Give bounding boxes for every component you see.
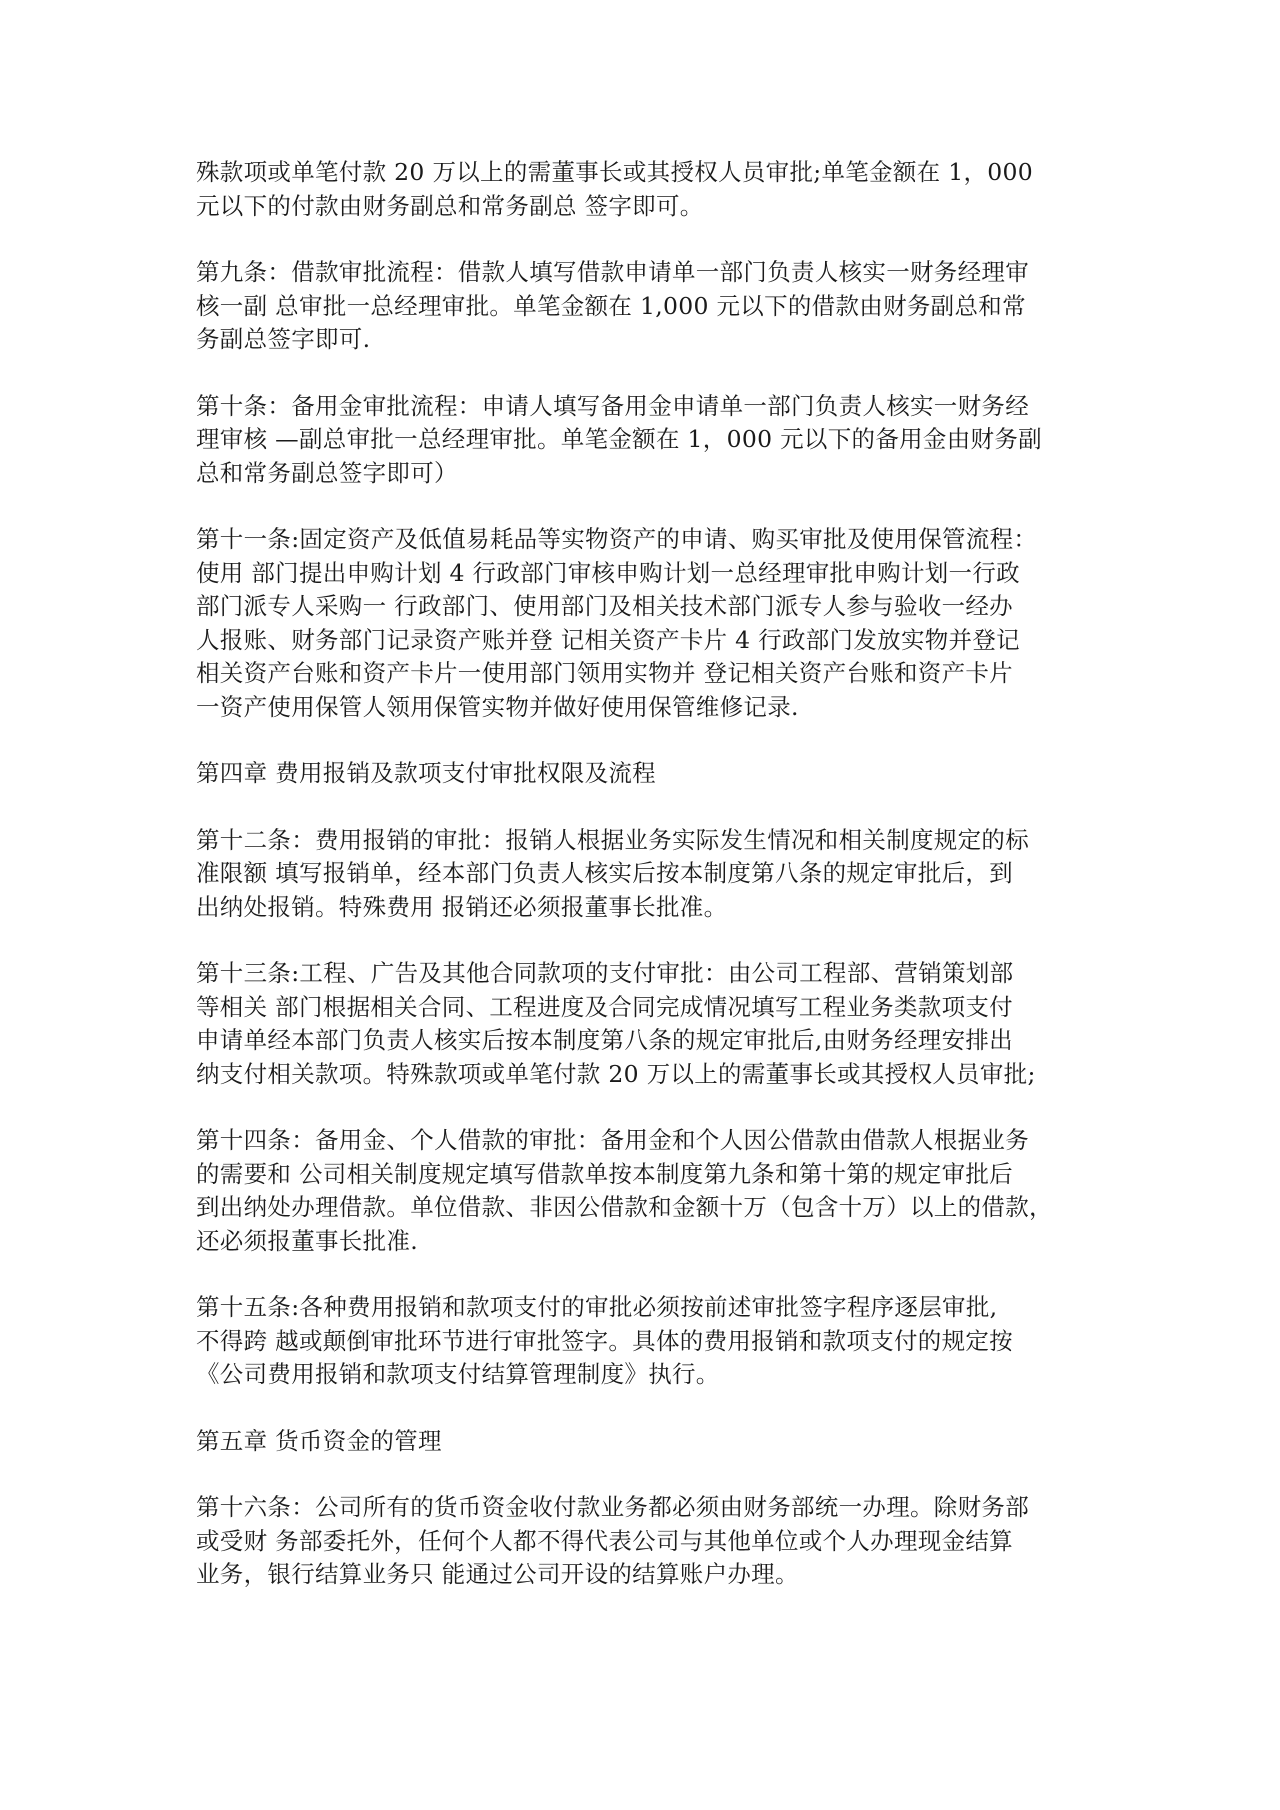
chapter-heading-4: 第四章 费用报销及款项支付审批权限及流程 — [196, 759, 656, 787]
document-body — [196, 156, 1096, 1625]
paragraph-article-14-personal-loan: 第十四条：备用金、个人借款的审批：备用金和个人因公借款由借款人根据业务 的需要和 公司相关制度规定填写借款单按本制度第九条和第十第的规定审批后 到出纳处办理借款。单位借款、非因公借款和金额十万（包含十万）以上的借款， 还必须报董事长批准. — [196, 1126, 1053, 1255]
chapter-heading-5: 第五章 货币资金的管理 — [196, 1426, 442, 1455]
paragraph-article-12-expense-reimbursement: 第十二条：费用报销的审批：报销人根据业务实际发生情况和相关制度规定的标 准限额 填写报销单，经本部门负责人核实后按本制度第八条的规定审批后，到 出纳处报销。特殊费用 报销还必须报董事长批准。 — [196, 825, 1029, 921]
paragraph-payment-approval-continued: 殊款项或单笔付款 20 万以上的需董事长或其授权人员审批;单笔金额在 1，000 元以下的付款由财务副总和常务副总 签字即可。 — [196, 158, 1034, 220]
paragraph-article-10-petty-cash-approval: 第十条：备用金审批流程：申请人填写备用金申请单一部门负责人核实一财务经 理审核 —副总审批一总经理审批。单笔金额在 1，000 元以下的备用金由财务副 总和常务副总签字即可） — [196, 391, 1042, 487]
paragraph-article-13-contract-payment: 第十三条:工程、广告及其他合同款项的支付审批：由公司工程部、营销策划部 等相关 部门根据相关合同、工程进度及合同完成情况填写工程业务类款项支付 申请单经本部门负责人核实后按本制度第八条的规定审批后,由财务经理安排出 纳支付相关款项。特殊款项或单笔付款 20 万以上的需董事长或其授权人员审批; — [196, 959, 1036, 1088]
paragraph-article-9-loan-approval: 第九条：借款审批流程：借款人填写借款申请单一部门负责人核实一财务经理审 核一副 总审批一总经理审批。单笔金额在 1,000 元以下的借款由财务副总和常 务副总签字即可. — [196, 258, 1029, 353]
paragraph-article-15-approval-order: 第十五条:各种费用报销和款项支付的审批必须按前述审批签字程序逐层审批, 不得跨 越或颠倒审批环节进行审批签字。具体的费用报销和款项支付的规定按 《公司费用报销和款项支付结算管理制度》执行。 — [196, 1293, 1013, 1388]
paragraph-article-11-fixed-assets: 第十一条:固定资产及低值易耗品等实物资产的申请、购买审批及使用保管流程： 使用 部门提出申购计划 4 行政部门审核申购计划一总经理审批申购计划一行政 部门派专人采购一 行政部门、使用部门及相关技术部门派专人参与验收一经办 人报账、财务部门记录资产账并登 记相关资产卡片 4 行政部门发放实物并登记 相关资产台账和资产卡片一使用部门领用实物并 登记相关资产台账和资产卡片 一资产使用保管人领用保管实物并做好使用保管维修记录. — [196, 525, 1038, 721]
paragraph-article-16-monetary-funds: 第十六条：公司所有的货币资金收付款业务都必须由财务部统一办理。除财务部 或受财 务部委托外，任何个人都不得代表公司与其他单位或个人办理现金结算 业务，银行结算业务只 能通过公司开设的结算账户办理。 — [196, 1493, 1029, 1588]
